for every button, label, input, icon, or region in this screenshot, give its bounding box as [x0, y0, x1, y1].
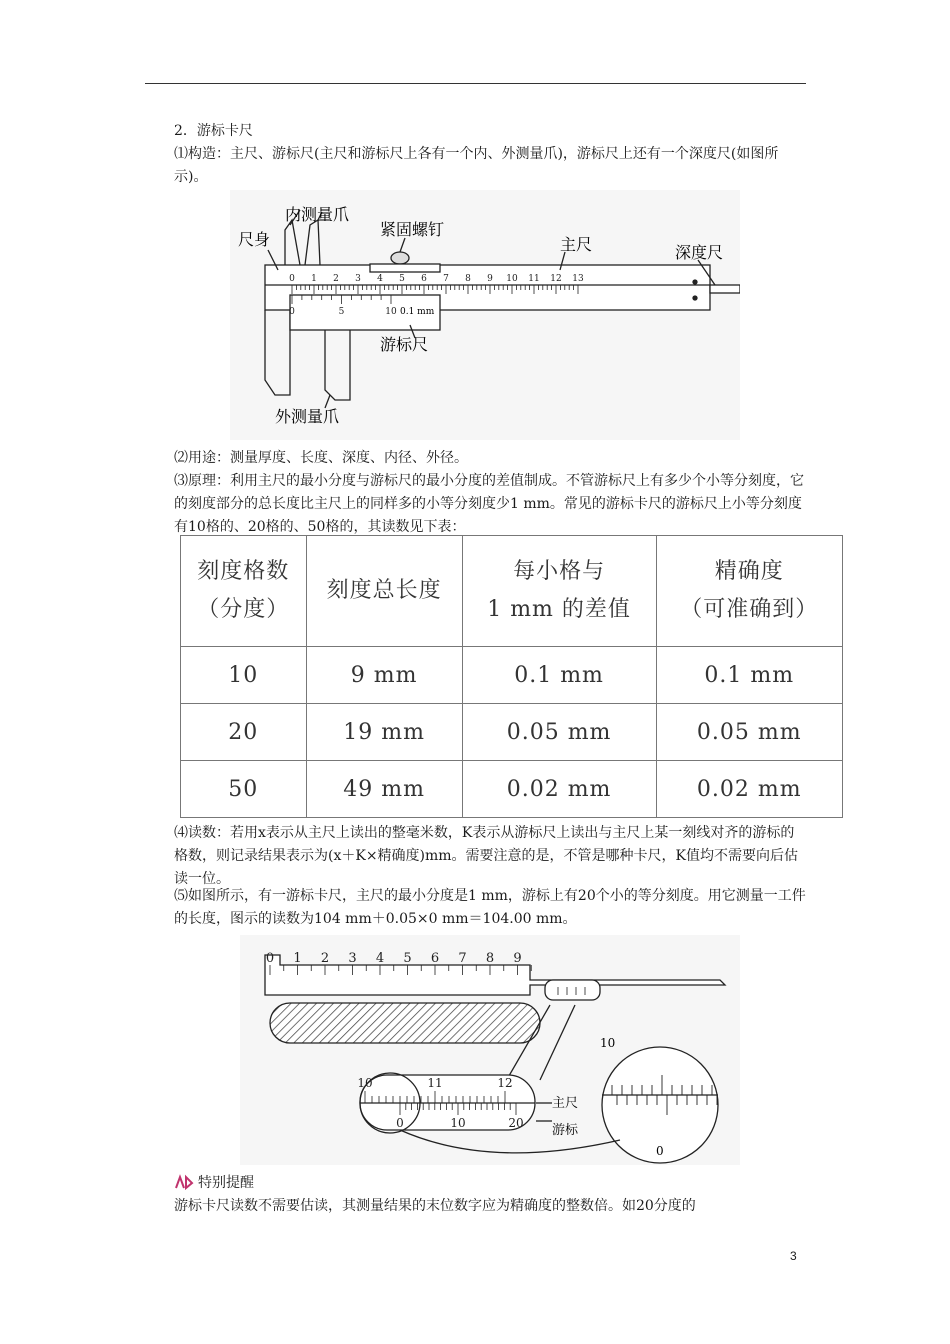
inset-main-number: 12	[497, 1076, 513, 1090]
main-scale-number: 10	[506, 274, 518, 284]
main-scale-number: 11	[528, 274, 540, 284]
inset-main-number: 11	[427, 1076, 443, 1090]
table-cell: 10	[181, 647, 307, 704]
label-vernier2: 游标	[552, 1123, 579, 1138]
table-cell: 0.05 mm	[462, 704, 656, 761]
paragraph-structure: ⑴构造：主尺、游标尺(主尺和游标尺上各有一个内、外测量爪)，游标尺上还有一个深度尺(如图所示)。	[174, 146, 779, 185]
section-title: 2．游标卡尺	[174, 123, 253, 139]
table-row	[181, 761, 843, 818]
table-cell: 0.02 mm	[656, 761, 842, 818]
main-scale-number: 3	[348, 951, 357, 966]
main-scale-number: 9	[513, 951, 522, 966]
table-header-row	[181, 536, 843, 647]
zoom-label-bottom: 0	[656, 1144, 664, 1158]
inset-vernier-number: 10	[450, 1116, 466, 1130]
inset-vernier-number: 0	[396, 1116, 404, 1130]
main-scale-number: 4	[375, 951, 385, 966]
main-scale-number: 13	[572, 274, 584, 284]
main-scale-number: 2	[333, 274, 339, 284]
main-scale-number: 7	[458, 951, 467, 966]
vernier-number: 10	[385, 307, 397, 317]
main-scale-number: 1	[311, 274, 317, 284]
main-scale-number: 4	[377, 274, 383, 284]
label-inner-jaw: 内测量爪	[285, 205, 350, 224]
main-scale-number: 0	[265, 951, 275, 966]
table-cell: 20	[181, 704, 307, 761]
table-cell: 19 mm	[306, 704, 462, 761]
inset-main-number: 10	[357, 1076, 373, 1090]
main-scale-number: 1	[293, 951, 302, 966]
header-precision: 精确度 （可准确到）	[656, 536, 842, 647]
main-scale-number: 0	[289, 274, 295, 284]
zoom-label-top: 10	[600, 1036, 616, 1050]
label-unit: 0.1 mm	[400, 307, 435, 317]
vernier-number: 0	[289, 307, 295, 317]
main-scale-number: 12	[550, 274, 562, 284]
precision-table	[180, 535, 843, 818]
caliper-figure	[230, 190, 740, 440]
label-vernier: 游标尺	[380, 335, 429, 354]
table-cell: 50	[181, 761, 307, 818]
main-scale-number: 6	[421, 274, 427, 284]
paragraph-usage: ⑵用途：测量厚度、长度、深度、内径、外径。	[174, 450, 468, 466]
table-cell: 0.05 mm	[656, 704, 842, 761]
header-rule	[145, 83, 806, 84]
paragraph-principle: ⑶原理：利用主尺的最小分度与游标尺的最小分度的差值制成。不管游标尺上有多少个小等分刻度，它的刻度部分的总长度比主尺上的同样多的小等分刻度少1 mm。常见的游标卡尺的游标尺上小等分刻度有10格的、20格的、50格的，其读数见下表：	[174, 473, 804, 535]
main-scale-number: 7	[443, 274, 449, 284]
label-screw: 紧固螺钉	[380, 220, 445, 239]
alert-icon	[174, 1174, 194, 1190]
paragraph-example: ⑸如图所示，有一游标卡尺，主尺的最小分度是1 mm，游标上有20个小的等分刻度。用它测量一工件的长度，图示的读数为104 mm＋0.05×0 mm＝104.00 mm。	[174, 888, 806, 927]
table-cell: 0.1 mm	[462, 647, 656, 704]
main-scale-number: 3	[355, 274, 361, 284]
main-scale-number: 6	[430, 951, 440, 966]
page-number: 3	[790, 1249, 797, 1263]
table-row	[181, 647, 843, 704]
header-total-length: 刻度总长度	[306, 536, 462, 647]
main-scale-number: 5	[403, 951, 412, 966]
main-scale-number: 2	[320, 951, 330, 966]
inset-vernier-number: 20	[508, 1116, 524, 1130]
table-row	[181, 704, 843, 761]
main-scale-number: 8	[485, 951, 495, 966]
label-depth: 深度尺	[675, 243, 724, 262]
note-heading	[174, 1172, 254, 1192]
table-cell: 0.1 mm	[656, 647, 842, 704]
table-cell: 49 mm	[306, 761, 462, 818]
header-divisions: 刻度格数 （分度）	[181, 536, 307, 647]
header-difference: 每小格与 1 mm 的差值	[462, 536, 656, 647]
label-main: 主尺	[552, 1096, 579, 1111]
table-cell: 0.02 mm	[462, 761, 656, 818]
label-body: 尺身	[238, 230, 271, 249]
note-title: 特别提醒	[198, 1175, 254, 1191]
label-main-scale: 主尺	[560, 235, 593, 254]
main-scale-number: 8	[465, 274, 471, 284]
label-outer-jaw: 外测量爪	[275, 407, 340, 426]
main-scale-number: 9	[487, 274, 493, 284]
main-scale-number: 5	[399, 274, 405, 284]
reading-figure	[240, 935, 740, 1165]
note-text: 游标卡尺读数不需要估读，其测量结果的末位数字应为精确度的整数倍。如20分度的	[174, 1198, 696, 1214]
vernier-number: 5	[338, 307, 345, 317]
table-cell: 9 mm	[306, 647, 462, 704]
paragraph-reading: ⑷读数：若用x表示从主尺上读出的整毫米数，K表示从游标尺上读出与主尺上某一刻线对齐的游标的格数，则记录结果表示为(x＋K×精确度)mm。需要注意的是，不管是哪种卡尺，K值均不需要向后估读一位。	[174, 825, 799, 887]
